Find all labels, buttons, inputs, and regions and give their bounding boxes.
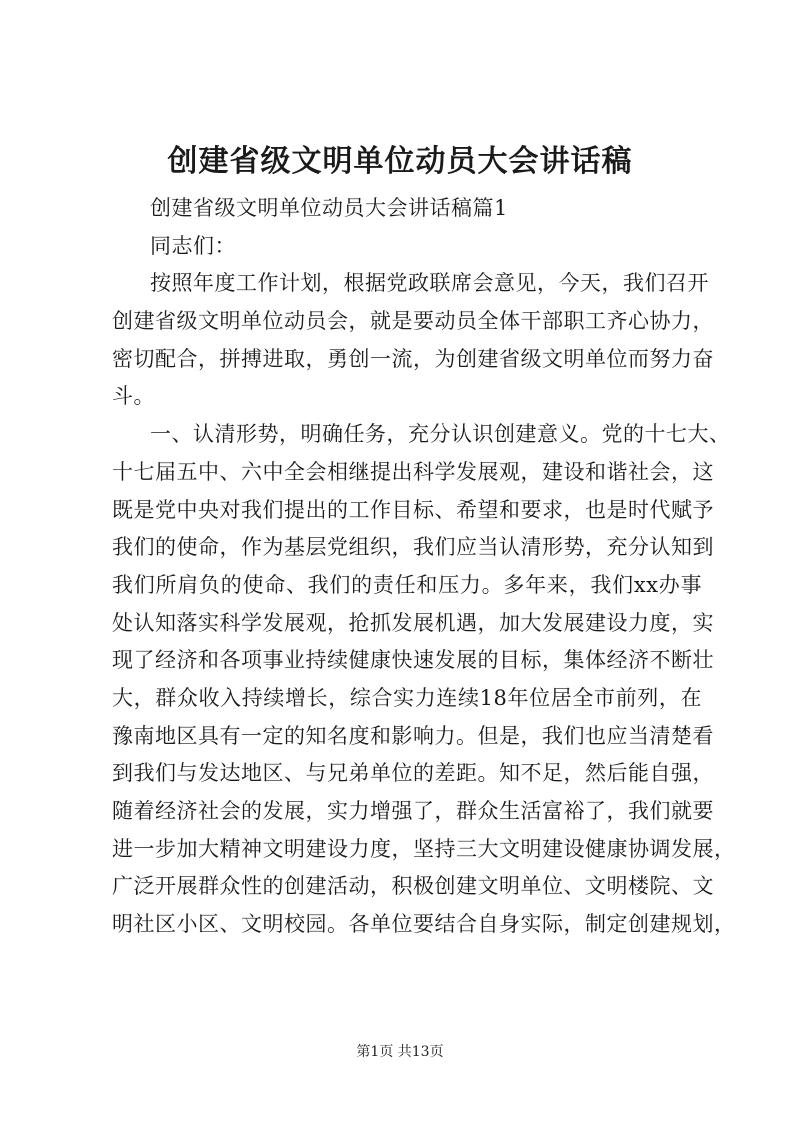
page-number-footer: 第1页 共13页 <box>356 1044 444 1060</box>
text-line: 明社区小区、文明校园。各单位要结合自身实际，制定创建规划， <box>112 912 736 937</box>
text-line: 一、认清形势，明确任务，充分认识创建意义。党的十七大、 <box>150 422 731 447</box>
salutation: 同志们： <box>150 233 236 258</box>
paragraph-1 <box>112 265 714 416</box>
text-line: 既是党中央对我们提出的工作目标、希望和要求，也是时代赋予 <box>112 497 714 522</box>
document-title: 创建省级文明单位动员大会讲话稿 <box>167 144 633 179</box>
text-line: 我们所肩负的使命、我们的责任和压力。多年来，我们xx办事 <box>112 572 702 597</box>
text-line: 密切配合，拼搏进取，勇创一流，为创建省级文明单位而努力奋 <box>112 346 714 371</box>
subtitle: 创建省级文明单位动员大会讲话稿篇1 <box>150 196 508 220</box>
text-line: 广泛开展群众性的创建活动，积极创建文明单位、文明楼院、文 <box>112 874 714 899</box>
text-line: 进一步加大精神文明建设力度，坚持三大文明建设健康协调发展， <box>112 836 736 861</box>
text-line: 按照年度工作计划，根据党政联席会意见，今天，我们召开 <box>150 271 709 296</box>
text-line: 随着经济社会的发展，实力增强了，群众生活富裕了，我们就要 <box>112 799 714 823</box>
paragraph-2 <box>112 416 736 944</box>
text-line: 豫南地区具有一定的知名度和影响力。但是，我们也应当清楚看 <box>112 723 714 748</box>
document-body <box>112 190 736 944</box>
text-line: 处认知落实科学发展观，抢抓发展机遇，加大发展建设力度，实 <box>112 610 714 635</box>
text-line: 十七届五中、六中全会相继提出科学发展观，建设和谐社会，这 <box>112 459 714 484</box>
text-line: 创建省级文明单位动员会，就是要动员全体干部职工齐心协力， <box>112 309 714 334</box>
text-line: 到我们与发达地区、与兄弟单位的差距。知不足，然后能自强， <box>112 761 714 786</box>
text-line: 大，群众收入持续增长，综合实力连续18年位居全市前列，在 <box>112 685 702 710</box>
text-line: 斗。 <box>112 384 155 409</box>
text-line: 现了经济和各项事业持续健康快速发展的目标，集体经济不断壮 <box>112 648 714 673</box>
text-line: 我们的使命，作为基层党组织，我们应当认清形势，充分认知到 <box>112 535 714 560</box>
